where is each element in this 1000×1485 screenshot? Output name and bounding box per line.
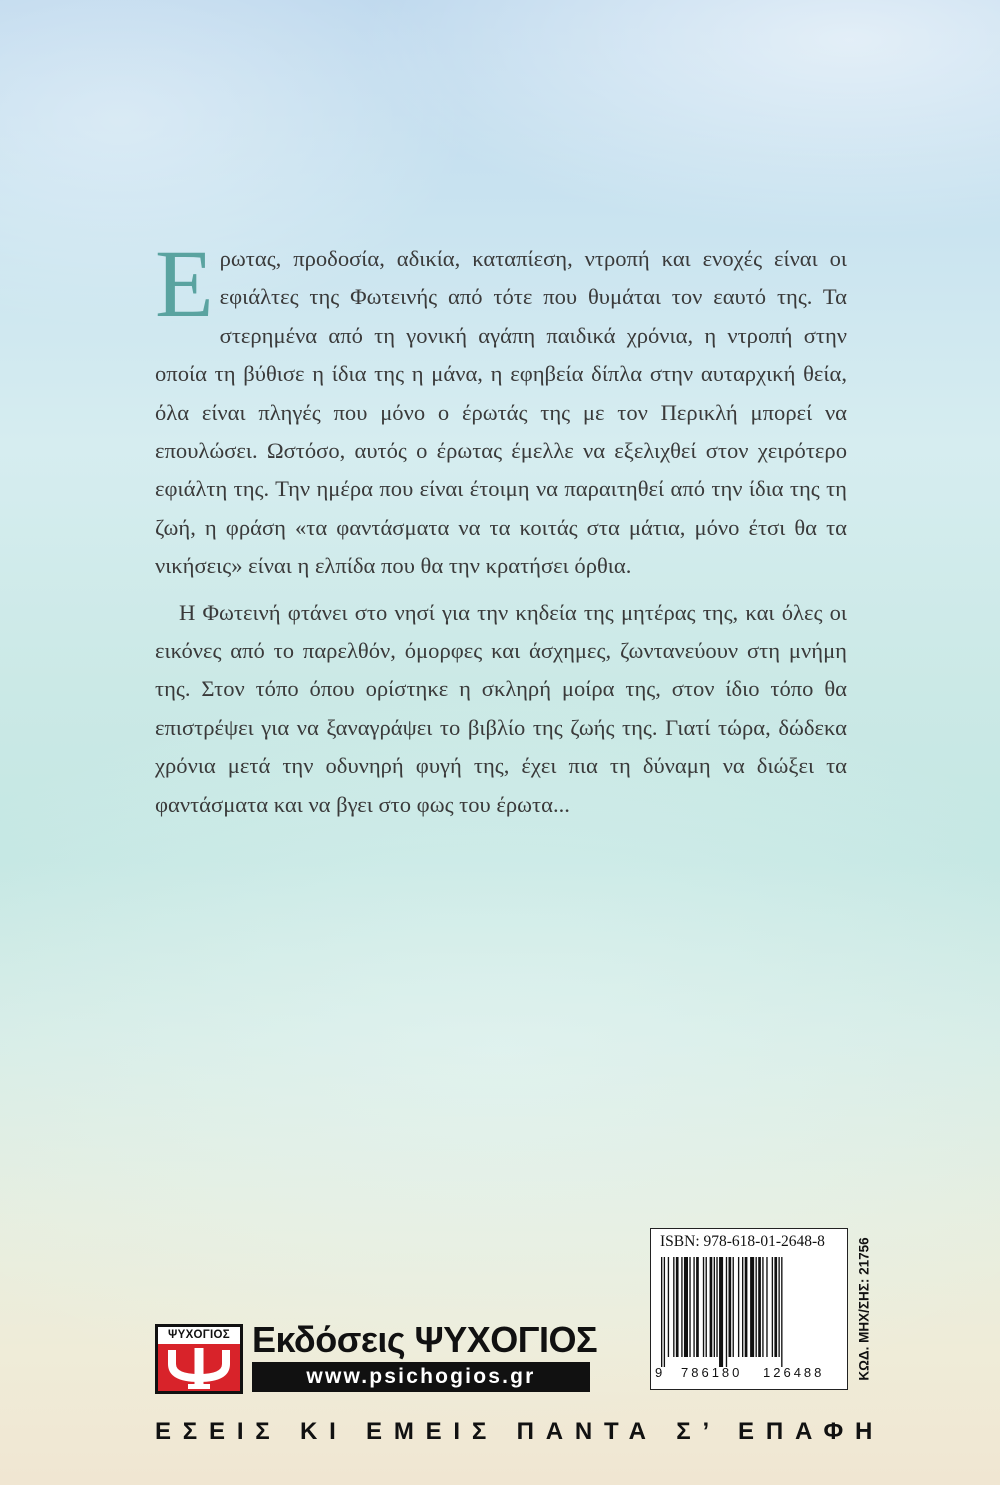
- logo-label: ΨΥΧΟΓΙΟΣ: [158, 1327, 240, 1343]
- barcode-digit-first: 9: [655, 1365, 663, 1380]
- barcode-digit-group-1: 786180: [681, 1365, 743, 1380]
- publisher-url[interactable]: www.psichogios.gr: [252, 1362, 590, 1392]
- barcode-bars: [661, 1257, 837, 1367]
- psi-icon: [158, 1344, 240, 1391]
- product-code: [853, 1228, 875, 1390]
- publisher-slogan: ΕΣΕΙΣ ΚΙ ΕΜΕΙΣ ΠΑΝΤΑ Σ’ ΕΠΑΦΗ: [155, 1418, 885, 1445]
- barcode-digit-group-2: 126488: [763, 1365, 825, 1380]
- publisher-logo: [155, 1324, 243, 1394]
- blurb-paragraph-1: [155, 230, 847, 586]
- publisher-name: Εκδόσεις ΨΥΧΟΓΙΟΣ: [252, 1319, 598, 1360]
- back-cover-blurb: [155, 230, 847, 824]
- logo-red-block: [158, 1344, 240, 1391]
- product-code-text: ΚΩΔ. ΜΗΧ/ΣΗΣ: 21756: [856, 1237, 872, 1381]
- blurb-paragraph-1-text: ρωτας, προδοσία, αδικία, καταπίεση, ντροπή και ενοχές είναι οι εφιάλτες της Φωτεινής από τότε που θυμάται τον εαυτό της. Τα στερημένα από τη γονική αγάπη παιδικά χρόνια, η ντροπή στην οποία τη βύθισε η ίδια της η μάνα, η εφηβεία δίπλα στην αυταρχική θεία, όλα είναι πληγές που μόνο ο έρωτάς της με τον Περικλή μπορεί να επουλώσει. Ωστόσο, αυτός ο έρωτας έμελλε να εξελιχθεί στον χειρότερο εφιάλτη της. Την ημέρα που είναι έτοιμη να παραιτηθεί από την ίδια της τη ζωή, η φράση «τα φαντάσματα να τα κοιτάς στα μάτια, μόνο έτσι θα τα νικήσεις» είναι η ελπίδα που θα την κρατήσει όρθια.: [155, 246, 847, 579]
- blurb-paragraph-2: Η Φωτεινή φτάνει στο νησί για την κηδεία της μητέρας της, και όλες οι εικόνες από το παρελθόν, όμορφες και άσχημες, ζωντανεύουν στη μνήμη της. Στον τόπο όπου ορίστηκε η σκληρή μοίρα της, στον ίδιο τόπο θα επιστρέψει για να ξαναγράψει το βιβλίο της ζωής της. Γιατί τώρα, δώδεκα χρόνια μετά την οδυνηρή φυγή της, έχει πια τη δύναμη να διώξει τα φαντάσματα και να βγει στο φως του έρωτα...: [155, 599, 847, 817]
- isbn-barcode-box: [650, 1228, 848, 1390]
- drop-cap: Ε: [155, 230, 214, 337]
- isbn-number: ISBN: 978-618-01-2648-8: [660, 1233, 825, 1250]
